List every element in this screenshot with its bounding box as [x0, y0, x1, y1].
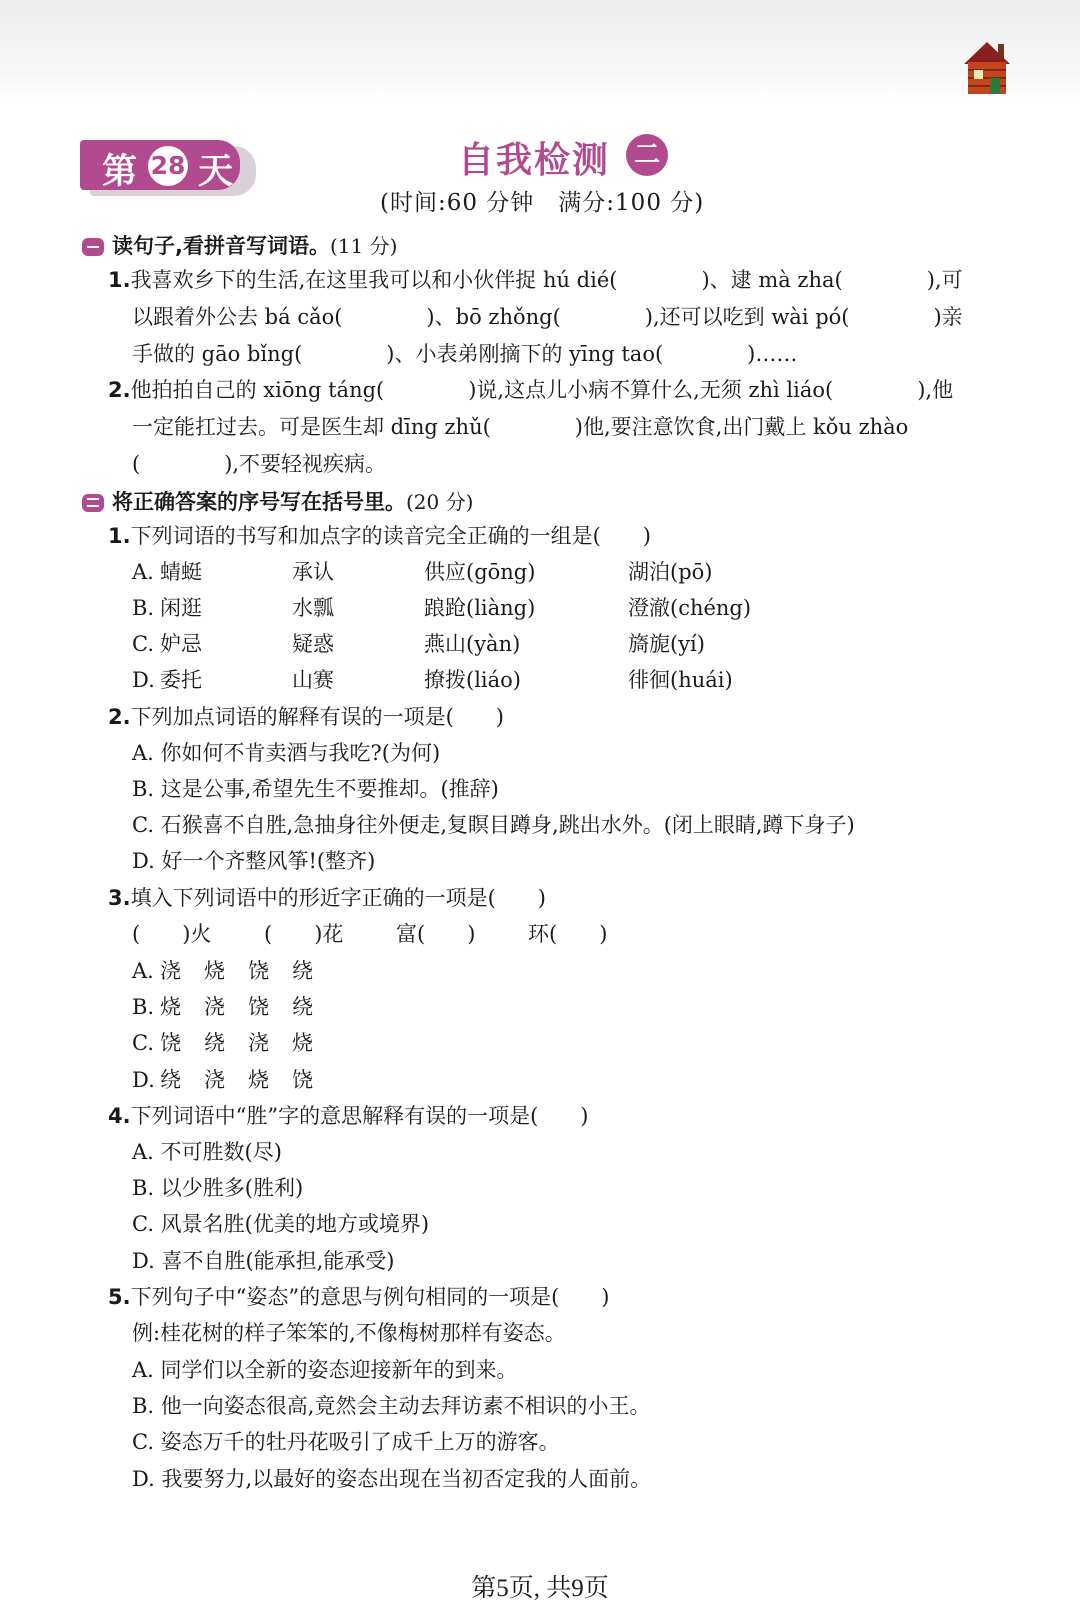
q1-option-c-letter: C.	[132, 632, 154, 656]
q3-option-c-letter: C.	[132, 1031, 154, 1055]
q4-option-d: D. 喜不自胜(能承担,能承受)	[132, 1249, 395, 1273]
section-1-icon	[82, 238, 104, 256]
q2-stem: 2.下列加点词语的解释有误的一项是( )	[108, 705, 504, 729]
day-number: 28	[148, 146, 188, 186]
q3-option-b-letter: B.	[132, 995, 155, 1019]
q1-option-c-word3: 燕山(yàn)	[424, 632, 521, 656]
q1-option-b-word3: 踉跄(liàng)	[424, 596, 536, 620]
page-title: 自我检测	[458, 140, 611, 181]
q5-example: 例:桂花树的样子笨笨的,不像梅树那样有姿态。	[132, 1321, 566, 1345]
s1-line-4: 2.他拍拍自己的 xiōng táng( )说,这点儿小病不算什么,无须 zhì liáo( ),他	[108, 378, 954, 402]
q2-option-c: C. 石猴喜不自胜,急抽身往外便走,复瞑目蹲身,跳出水外。(闭上眼睛,蹲下身子)	[132, 813, 855, 837]
q1-option-b-word1: 闲逛	[160, 596, 202, 620]
q3-option-d-char: 烧	[248, 1068, 269, 1092]
q1-stem: 1.下列词语的书写和加点字的读音完全正确的一组是( )	[108, 524, 651, 548]
q3-option-b-char: 绕	[292, 995, 313, 1019]
day-suffix: 天	[198, 152, 234, 192]
q2-option-b: B. 这是公事,希望先生不要推却。(推辞)	[132, 777, 499, 801]
title-number-badge: 二	[626, 134, 668, 176]
q3-option-b-char: 浇	[204, 995, 225, 1019]
q3-stem: 3.填入下列词语中的形近字正确的一项是( )	[108, 886, 546, 910]
s1-line-6: ( ),不要轻视疾病。	[132, 452, 387, 476]
q3-option-c-char: 饶	[160, 1031, 181, 1055]
q4-option-c: C. 风景名胜(优美的地方或境界)	[132, 1212, 430, 1236]
q1-option-a-word4: 湖泊(pō)	[628, 560, 713, 584]
q4-option-b: B. 以少胜多(胜利)	[132, 1176, 304, 1200]
section-2-score: (20 分)	[406, 490, 474, 514]
q3-blank-4: 环( )	[528, 922, 608, 946]
q5-option-b: B. 他一向姿态很高,竟然会主动去拜访素不相识的小王。	[132, 1394, 651, 1418]
q5-option-a: A. 同学们以全新的姿态迎接新年的到来。	[132, 1358, 518, 1382]
q3-option-d-letter: D.	[132, 1068, 155, 1092]
q3-option-d-char: 绕	[160, 1068, 181, 1092]
q4-stem: 4.下列词语中“胜”字的意思解释有误的一项是( )	[108, 1104, 589, 1128]
s1-line-5: 一定能扛过去。可是医生却 dīng zhǔ( )他,要注意饮食,出门戴上 kǒu zhào	[132, 415, 909, 439]
q3-option-b-char: 烧	[160, 995, 181, 1019]
time-info: (时间:60 分钟 满分:100 分)	[380, 190, 705, 216]
q1-option-d-word3: 撩拨(liáo)	[424, 668, 521, 692]
q1-option-c-word1: 妒忌	[160, 632, 202, 656]
q3-option-a-char: 烧	[204, 959, 225, 983]
section-1-heading	[82, 230, 397, 260]
s1-line-2: 以跟着外公去 bá cǎo( )、bō zhǒng( ),还可以吃到 wài pó( )亲	[132, 305, 963, 329]
q1-option-c-word4: 旖旎(yí)	[628, 632, 705, 656]
q3-option-d-char: 浇	[204, 1068, 225, 1092]
q1-option-a-word1: 蜻蜓	[160, 560, 202, 584]
q4-option-a: A. 不可胜数(尽)	[132, 1140, 282, 1164]
q1-option-d-word2: 山赛	[292, 668, 334, 692]
q1-option-d-letter: D.	[132, 668, 155, 692]
page-number: 第5页, 共9页	[471, 1575, 609, 1602]
q2-option-a: A. 你如何不肯卖酒与我吃?(为何)	[132, 741, 441, 765]
top-scan-band	[0, 0, 1080, 100]
q5-stem: 5.下列句子中“姿态”的意思与例句相同的一项是( )	[108, 1285, 610, 1309]
section-2-heading	[82, 486, 473, 516]
q3-option-b-char: 饶	[248, 995, 269, 1019]
day-prefix: 第	[102, 152, 138, 192]
q1-option-a-word3: 供应(gōng)	[424, 560, 536, 584]
q3-option-a-letter: A.	[132, 959, 154, 983]
q1-option-b-word2: 水瓢	[292, 596, 334, 620]
s1-line-3: 手做的 gāo bǐng( )、小表弟刚摘下的 yīng tao( )……	[132, 342, 798, 366]
section-1-score: (11 分)	[329, 234, 398, 258]
q3-option-a-char: 绕	[292, 959, 313, 983]
q3-blank-2: ( )花	[264, 922, 344, 946]
q3-option-c-char: 浇	[248, 1031, 269, 1055]
section-2-icon	[82, 494, 104, 512]
s1-line-1: 1.我喜欢乡下的生活,在这里我可以和小伙伴捉 hú dié( )、逮 mà zha( ),可	[108, 268, 963, 292]
day-badge	[80, 140, 258, 196]
section-2-label: 将正确答案的序号写在括号里。	[112, 490, 406, 514]
house-icon	[962, 40, 1012, 96]
section-1-label: 读句子,看拼音写词语。	[112, 234, 330, 258]
q1-option-a-word2: 承认	[292, 560, 334, 584]
q1-option-b-word4: 澄澈(chéng)	[628, 596, 752, 620]
q3-option-c-char: 绕	[204, 1031, 225, 1055]
q3-option-a-char: 浇	[160, 959, 181, 983]
q1-option-d-word4: 徘徊(huái)	[628, 668, 733, 692]
q3-blank-3: 富( )	[396, 922, 476, 946]
q3-option-c-char: 烧	[292, 1031, 313, 1055]
q1-option-b-letter: B.	[132, 596, 155, 620]
q3-option-a-char: 饶	[248, 959, 269, 983]
q1-option-d-word1: 委托	[160, 668, 202, 692]
q1-option-c-word2: 疑惑	[292, 632, 334, 656]
q3-option-d-char: 饶	[292, 1068, 313, 1092]
q5-option-d: D. 我要努力,以最好的姿态出现在当初否定我的人面前。	[132, 1467, 652, 1491]
q5-option-c: C. 姿态万千的牡丹花吸引了成千上万的游客。	[132, 1430, 560, 1454]
q3-blank-1: ( )火	[132, 922, 212, 946]
q2-option-d: D. 好一个齐整风筝!(整齐)	[132, 849, 376, 873]
q1-option-a-letter: A.	[132, 560, 154, 584]
